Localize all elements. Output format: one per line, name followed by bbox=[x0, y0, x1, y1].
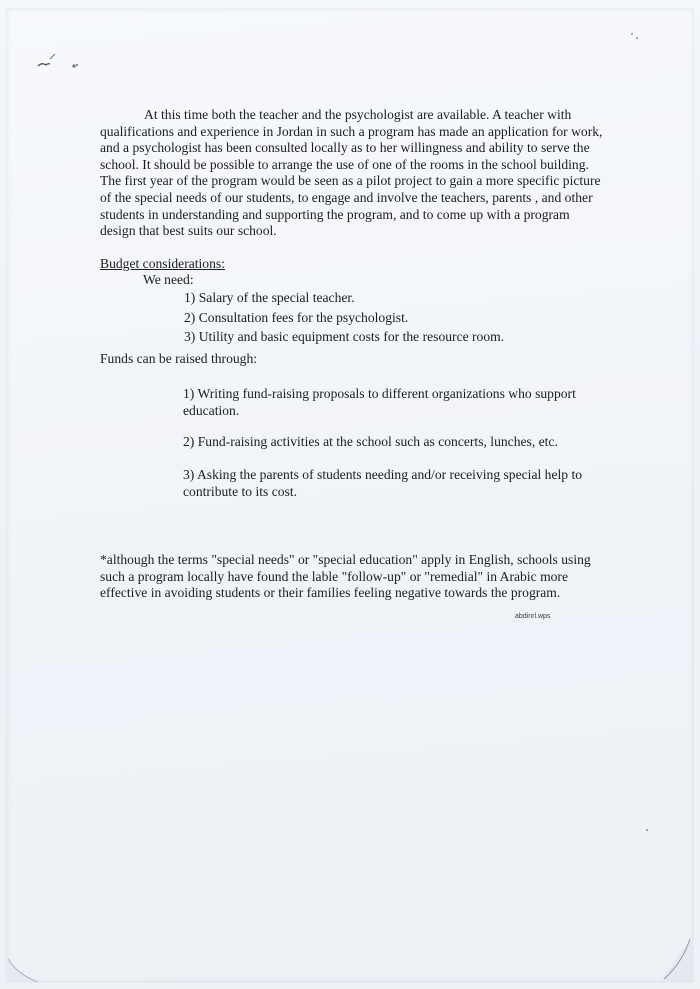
we-need-label: We need: bbox=[143, 272, 194, 287]
file-name-label: abdinrl.wps bbox=[515, 613, 551, 620]
page-corner-fold bbox=[660, 933, 694, 983]
dust-speck bbox=[646, 829, 648, 831]
page-corner-fold-left bbox=[6, 955, 40, 983]
pen-mark-decoration bbox=[36, 52, 84, 72]
list-item: 3) Utility and basic equipment costs for the resource room. bbox=[184, 329, 505, 345]
list-item: 2) Consultation fees for the psychologist. bbox=[184, 309, 409, 325]
budget-heading: Budget considerations: bbox=[100, 256, 225, 271]
footnote: *although the terms "special needs" or "special education" apply in English, schools using such a program locally have found the lable "follow-up" or "remedial" in Arabic more effective in avoiding students or their families feeling negative towards the program. bbox=[100, 552, 591, 601]
needs-list bbox=[184, 288, 584, 347]
dust-speck bbox=[631, 33, 633, 35]
list-item: 1) Writing fund-raising proposals to different organizations who support education. bbox=[183, 386, 576, 418]
list-item: 1) Salary of the special teacher. bbox=[184, 290, 355, 305]
list-item: 2) Fund-raising activities at the school such as concerts, lunches, etc. bbox=[183, 434, 558, 449]
dust-speck bbox=[636, 37, 638, 39]
intro-paragraph: At this time both the teacher and the psychologist are available. A teacher with qualifications and experience in Jordan in such a program has made an application for work, and a psychologist has been consulted locally as to her willingness and ability to serve the school. It should be possible to arrange the use of one of the rooms in the school building. The first year of the program would be seen as a pilot project to gain a more specific picture of the special needs of our students, to engage and involve the teachers, parents , and other students in understanding and supporting the program, and to come up with a program design that best suits our school. bbox=[100, 107, 603, 239]
list-item: 3) Asking the parents of students needing and/or receiving special help to contribute to its cost. bbox=[183, 467, 583, 499]
funds-heading: Funds can be raised through: bbox=[100, 351, 258, 366]
